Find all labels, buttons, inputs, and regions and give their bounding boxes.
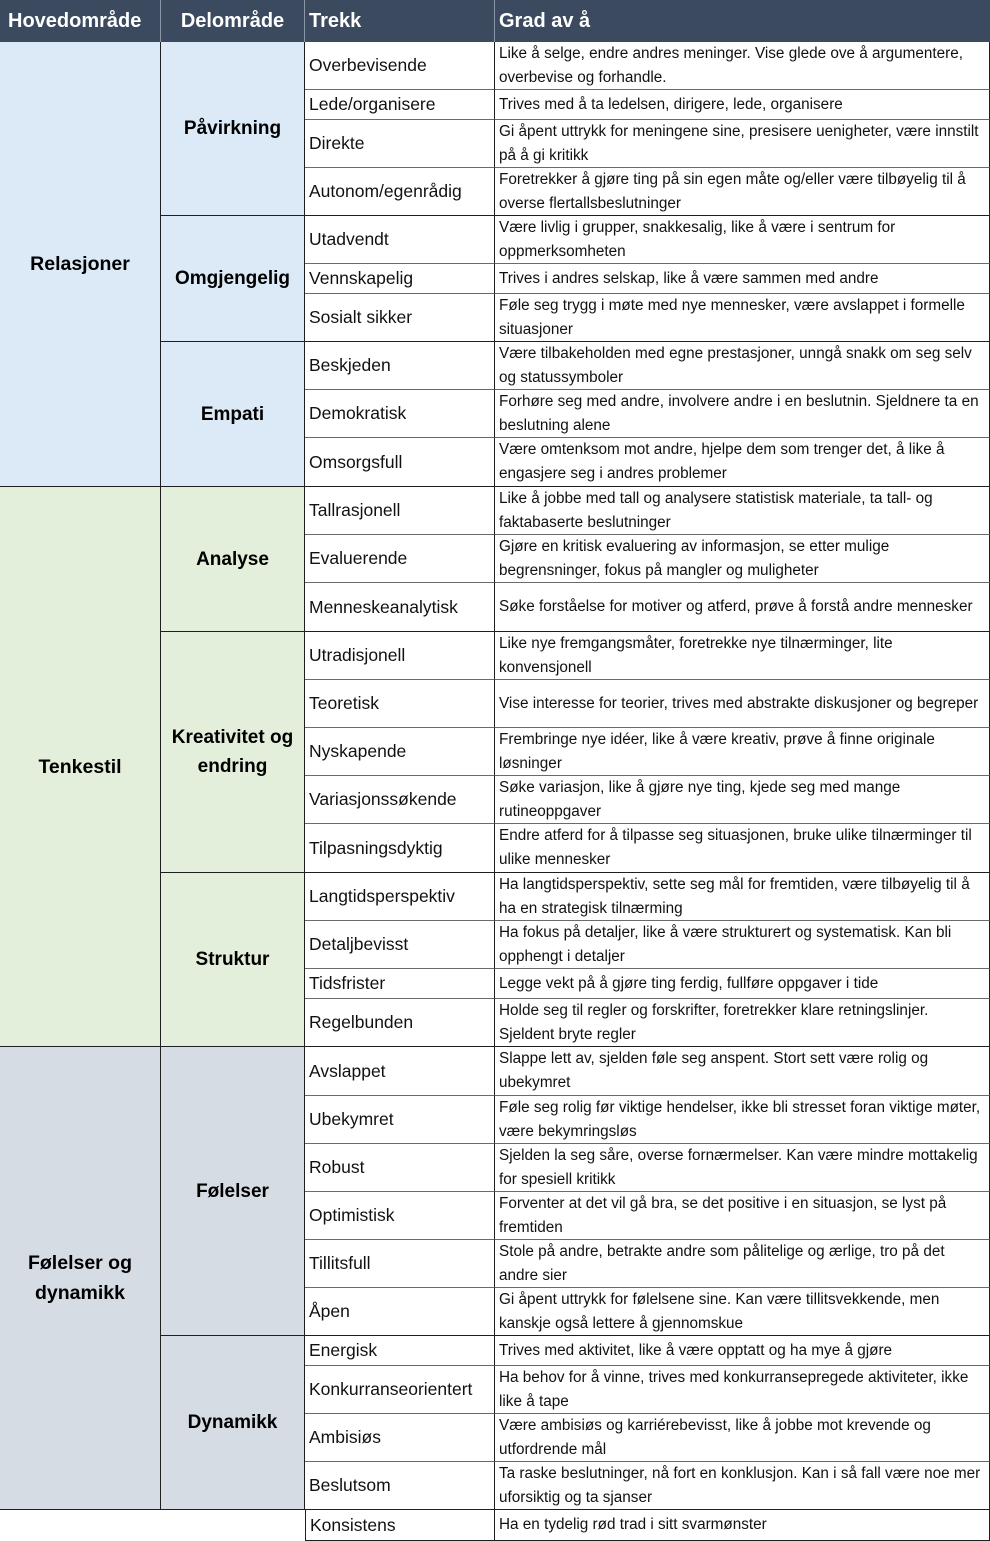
trait-cell: [305, 1047, 495, 1096]
description-cell-text: Slappe lett av, sjelden føle seg anspent. Stort sett være rolig og ubekymret: [499, 1050, 929, 1091]
trait-cell-text: Omsorgsfull: [309, 451, 403, 472]
trait-cell: [305, 120, 495, 168]
header-sub: Delområde: [161, 0, 305, 42]
trait-cell: [305, 1336, 495, 1366]
trait-cell: [305, 1240, 495, 1288]
description-cell-text: Ta raske beslutninger, nå fort en konklusjon. Kan i så fall være noe mer uforsiktig og ta sjanser: [499, 1464, 981, 1506]
trait-cell: [305, 342, 495, 390]
trait-cell-text: Tillitsfull: [309, 1253, 371, 1273]
trait-cell-text: Beslutsom: [309, 1475, 391, 1495]
trait-cell-text: Regelbunden: [309, 1012, 414, 1032]
description-cell-text: Foretrekker å gjøre ting på sin egen måte og/eller være tilbøyelig til å overse flertallsbeslutninger: [499, 170, 966, 212]
description-cell: [495, 776, 990, 824]
header-main: Hovedområde: [0, 0, 161, 42]
description-cell-text: Frembringe nye idéer, like å være kreativ, prøve å finne originale løsninger: [499, 730, 935, 772]
description-cell: [495, 1288, 990, 1336]
description-cell: [495, 632, 990, 680]
trait-cell: [305, 390, 495, 438]
description-cell-text: Ha langtidsperspektiv, sette seg mål for fremtiden, være tilbøyelig til å ha en strategisk tilnærming: [499, 875, 970, 917]
description-cell-text: Ha behov for å vinne, trives med konkurransepregede aktiviteter, ikke like å tape: [499, 1368, 969, 1410]
subarea-cell-text: Kreativitet og endring: [171, 727, 294, 777]
description-cell: [495, 390, 990, 438]
description-cell: [495, 1144, 990, 1192]
trait-cell-text: Utadvendt: [309, 229, 389, 249]
trait-cell-text: Tilpasningsdyktig: [309, 837, 443, 858]
header-degree: Grad av å: [495, 0, 990, 42]
description-cell-text: Forventer at det vil gå bra, se det positive i en situasjon, se lyst på fremtiden: [499, 1194, 947, 1236]
trait-cell-text: Robust: [309, 1157, 365, 1177]
trait-cell-text: Detaljbevisst: [309, 934, 409, 954]
trait-cell: [305, 1096, 495, 1144]
description-cell-text: Trives i andres selskap, like å være sammen med andre: [499, 269, 879, 287]
description-cell-text: Søke variasjon, like å gjøre nye ting, kjede seg med mange rutineoppgaver: [499, 778, 901, 820]
trait-cell: [305, 1192, 495, 1240]
description-cell: [495, 120, 990, 168]
trait-cell: [305, 1462, 495, 1510]
trait-cell: [305, 535, 495, 583]
description-cell-text: Holde seg til regler og forskrifter, foretrekker klare retningslinjer. Sjeldent bryte regler: [499, 1001, 929, 1043]
trait-cell-text: Ubekymret: [309, 1109, 394, 1129]
trait-cell-text: Tallrasjonell: [309, 500, 401, 520]
main-area-cell-text: Tenkestil: [38, 755, 122, 778]
description-cell: [495, 1414, 990, 1462]
main-area-cell: [0, 42, 161, 487]
trait-cell: [305, 168, 495, 216]
trait-cell: [305, 438, 495, 487]
description-cell-text: Gi åpent uttrykk for meningene sine, presisere uenigheter, være innstilt på å gi kritikk: [499, 122, 979, 164]
description-cell: [495, 1096, 990, 1144]
description-cell-text: Legge vekt på å gjøre ting ferdig, fullføre oppgaver i tide: [499, 974, 879, 992]
trait-cell: [305, 776, 495, 824]
description-cell: [495, 168, 990, 216]
description-cell-text: Sjelden la seg såre, overse fornærmelser. Kan være mindre mottakelig for spesiell kritikk: [499, 1146, 978, 1188]
subarea-cell-text: Analyse: [196, 548, 269, 570]
description-cell: [495, 487, 990, 535]
description-cell: [495, 824, 990, 873]
subarea-cell-text: Omgjengelig: [174, 268, 291, 289]
description-cell: [495, 680, 990, 728]
trait-cell-text: Avslappet: [309, 1060, 386, 1081]
subarea-cell: [161, 42, 305, 216]
trait-cell: [305, 824, 495, 873]
trait-cell: [305, 728, 495, 776]
subarea-cell: [161, 216, 305, 342]
description-cell: [495, 873, 990, 921]
trait-cell-text: Menneskeanalytisk: [309, 596, 458, 617]
description-cell: [495, 535, 990, 583]
description-cell: [495, 1462, 990, 1510]
trait-cell-text: Teoretisk: [309, 693, 380, 713]
subarea-cell-text: Empati: [200, 403, 265, 425]
description-cell: [495, 1336, 990, 1366]
description-cell-text: Vise interesse for teorier, trives med abstrakte diskusjoner og begreper: [499, 694, 979, 712]
trait-cell: [305, 632, 495, 680]
trait-cell: [305, 216, 495, 264]
subarea-cell-text: Følelser: [196, 1180, 269, 1202]
main-area-cell-text: Følelser og dynamikk: [27, 1252, 133, 1304]
subarea-cell-text: Struktur: [195, 949, 270, 970]
description-cell: [495, 1366, 990, 1414]
trait-cell: [305, 264, 495, 294]
description-cell-consistency: [495, 1510, 990, 1541]
subarea-cell-text: Påvirkning: [183, 118, 282, 139]
trait-cell-text: Vennskapelig: [309, 268, 414, 288]
trait-cell: [305, 969, 495, 999]
description-cell: [495, 42, 990, 90]
description-cell-text: Gjøre en kritisk evaluering av informasjon, se etter mulige begrensninger, fokus på mangler og muligheter: [499, 537, 890, 579]
trait-cell: [305, 921, 495, 969]
description-cell: [495, 999, 990, 1047]
description-cell: [495, 1047, 990, 1096]
trait-cell: [305, 294, 495, 342]
description-cell-text: Være tilbakeholden med egne prestasjoner, unngå snakk om seg selv og statussymboler: [499, 344, 972, 386]
header-trait: Trekk: [305, 0, 495, 42]
description-cell: [495, 342, 990, 390]
description-cell-text: Like å selge, endre andres meninger. Vise glede ove å argumentere, overbevise og forhandle.: [499, 44, 964, 86]
description-cell-text: Gi åpent uttrykk for følelsene sine. Kan være tillitsvekkende, men kanskje også lettere å gjennomskue: [499, 1290, 940, 1332]
trait-cell: [305, 583, 495, 632]
description-cell: [495, 438, 990, 487]
description-cell: [495, 728, 990, 776]
trait-cell-text: Energisk: [309, 1340, 378, 1360]
description-cell-text: Endre atferd for å tilpasse seg situasjonen, bruke ulike tilnærminger til ulike mennesker: [499, 827, 972, 868]
trait-cell: [305, 1414, 495, 1462]
trait-cell: [305, 1288, 495, 1336]
main-area-cell: [0, 1047, 161, 1510]
description-cell-text: Like nye fremgangsmåter, foretrekke nye tilnærminger, lite konvensjonell: [499, 634, 893, 676]
description-cell: [495, 90, 990, 120]
description-cell-text: Like å jobbe med tall og analysere statistisk materiale, ta tall- og faktabaserte beslutninger: [499, 489, 933, 531]
description-cell-text: Være livlig i grupper, snakkesalig, like å være i sentrum for oppmerksomheten: [499, 218, 896, 260]
trait-cell: [305, 999, 495, 1047]
description-cell: [495, 921, 990, 969]
description-cell-text: Trives med aktivitet, like å være opptatt og ha mye å gjøre: [499, 1341, 893, 1359]
description-cell-text: Forhøre seg med andre, involvere andre i en beslutnin. Sjeldnere ta en beslutning alene: [499, 392, 979, 434]
trait-cell-text: Utradisjonell: [309, 645, 406, 665]
trait-cell: [305, 873, 495, 921]
description-cell: [495, 216, 990, 264]
description-cell-text: Være ambisiøs og karriérebevisst, like å jobbe mot krevende og utfordrende mål: [499, 1416, 931, 1458]
subarea-cell: [161, 342, 305, 487]
subarea-cell: [161, 632, 305, 873]
trait-cell-text: Lede/organisere: [309, 94, 436, 114]
description-cell: [495, 264, 990, 294]
trait-cell-text: Beskjeden: [309, 355, 391, 375]
description-cell-text: Føle seg trygg i møte med nye mennesker, være avslappet i formelle situasjoner: [499, 296, 965, 338]
trait-cell: [305, 90, 495, 120]
trait-cell-text: Sosialt sikker: [309, 307, 413, 327]
trait-cell-text: Optimistisk: [309, 1205, 395, 1225]
trait-cell-text: Tidsfrister: [309, 973, 386, 993]
trait-cell: [305, 1144, 495, 1192]
trait-cell: [305, 42, 495, 90]
trait-cell-consistency: [305, 1510, 495, 1541]
subarea-cell: [161, 873, 305, 1047]
description-cell: [495, 969, 990, 999]
trait-cell-text: Ambisiøs: [309, 1427, 381, 1447]
main-area-cell-text: Relasjoner: [30, 253, 130, 275]
trait-cell-text: Demokratisk: [309, 403, 407, 423]
trait-cell: [305, 680, 495, 728]
description-cell: [495, 1192, 990, 1240]
description-cell-consistency-text: Ha en tydelig rød trad i sitt svarmønster: [499, 1516, 767, 1533]
trait-cell-text: Langtidsperspektiv: [309, 886, 455, 906]
trait-cell: [305, 487, 495, 535]
trait-cell: [305, 1366, 495, 1414]
description-cell-text: Stole på andre, betrakte andre som pålitelige og ærlige, tro på det andre sier: [499, 1242, 945, 1284]
trait-cell-text: Variasjonssøkende: [309, 789, 457, 809]
trait-cell-text: Overbevisende: [309, 55, 427, 75]
subarea-cell: [161, 1336, 305, 1510]
description-cell-text: Være omtenksom mot andre, hjelpe dem som trenger det, å like å engasjere seg i andres problemer: [499, 441, 945, 482]
trait-cell-text: Evaluerende: [309, 548, 408, 568]
subarea-cell: [161, 1047, 305, 1336]
trait-cell-text: Konkurranseorientert: [309, 1379, 473, 1399]
trait-cell-text: Autonom/egenrådig: [309, 181, 462, 201]
description-cell-text: Søke forståelse for motiver og atferd, prøve å forstå andre mennesker: [499, 598, 973, 615]
trait-cell-text: Åpen: [309, 1301, 350, 1321]
description-cell: [495, 1240, 990, 1288]
trait-cell-text: Direkte: [309, 133, 365, 153]
trait-cell-consistency-text: Konsistens: [310, 1514, 396, 1535]
subarea-cell-text: Dynamikk: [187, 1412, 278, 1433]
main-area-cell: [0, 487, 161, 1047]
subarea-cell: [161, 487, 305, 632]
trait-cell-text: Nyskapende: [309, 741, 407, 761]
description-cell-text: Føle seg rolig før viktige hendelser, ikke bli stresset foran viktige møter, være bekymringsløs: [499, 1098, 981, 1140]
description-cell-text: Trives med å ta ledelsen, dirigere, lede, organisere: [499, 95, 843, 113]
description-cell: [495, 583, 990, 632]
description-cell: [495, 294, 990, 342]
description-cell-text: Ha fokus på detaljer, like å være strukturert og systematisk. Kan bli opphengt i detaljer: [499, 923, 952, 965]
